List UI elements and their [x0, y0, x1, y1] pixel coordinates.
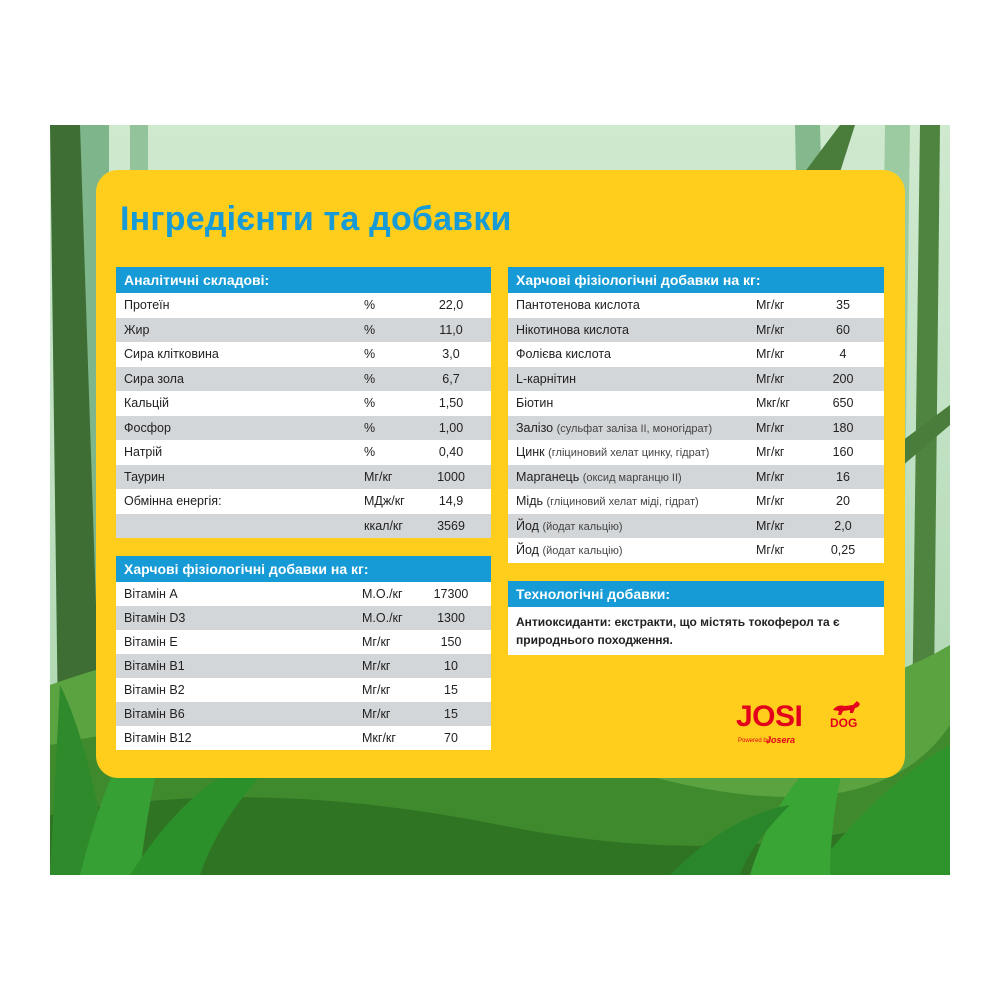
row-value: 11,0 — [439, 322, 463, 337]
row-name — [124, 678, 185, 702]
table-row — [508, 293, 884, 318]
row-name — [124, 465, 165, 490]
table-row — [508, 342, 884, 367]
row-name — [516, 465, 682, 491]
row-value: 200 — [832, 371, 854, 386]
row-note: (гліциновий хелат цинку, гідрат) — [548, 447, 710, 459]
row-unit: М.О./кг — [362, 611, 403, 625]
row-unit: Мкг/кг — [756, 396, 790, 410]
row-unit: М.О./кг — [362, 587, 403, 601]
row-name-text: Йод — [516, 543, 539, 557]
ingredients-card — [96, 170, 905, 778]
row-name-text: Вітамін В12 — [124, 731, 192, 745]
row-unit: Мг/кг — [756, 494, 785, 508]
row-unit: Мкг/кг — [362, 731, 396, 745]
row-value: 150 — [440, 635, 462, 649]
row-value: 0,40 — [438, 445, 464, 459]
row-name-text: Кальцій — [124, 396, 169, 410]
table-row — [508, 440, 884, 465]
table-row — [116, 391, 491, 416]
logo-sub: DOG — [830, 716, 858, 730]
table-row — [116, 678, 491, 702]
row-value: 35 — [836, 298, 850, 312]
page-title: Інгредієнти та добавки — [120, 200, 512, 238]
table-row — [508, 318, 884, 343]
row-unit: Мг/кг — [362, 659, 391, 673]
row-value: 3,0 — [442, 347, 460, 361]
table-row — [508, 465, 884, 490]
row-name — [516, 416, 712, 442]
logo-powered-by: Powered by — [738, 738, 770, 744]
row-name — [124, 318, 149, 343]
table-row — [116, 465, 491, 490]
row-unit: Мг/кг — [756, 298, 785, 312]
row-name-text: Сира клітковина — [124, 347, 219, 361]
row-value: 6,7 — [442, 371, 460, 386]
row-name — [124, 367, 184, 392]
row-name — [516, 489, 699, 515]
row-name — [124, 630, 178, 654]
panel-header: Харчові фізіологічні добавки на кг: — [116, 556, 491, 582]
row-value: 2,0 — [834, 518, 852, 533]
row-name — [124, 391, 169, 416]
row-unit: Мг/кг — [362, 635, 391, 649]
row-name — [124, 606, 185, 630]
vitamin-rows — [116, 582, 491, 750]
row-value: 22,0 — [438, 298, 464, 312]
table-row — [116, 630, 491, 654]
row-name-text: Нікотинова кислота — [516, 322, 629, 337]
row-value: 0,25 — [830, 543, 856, 557]
row-value: 20 — [836, 494, 850, 508]
row-name — [516, 391, 553, 416]
row-name-text: Сира зола — [124, 371, 184, 386]
row-unit: Мг/кг — [756, 469, 785, 484]
row-name-text: Жир — [124, 322, 150, 337]
row-unit: ккал/кг — [364, 518, 403, 533]
row-unit: Мг/кг — [756, 347, 785, 361]
logo-main: JOSI — [736, 700, 803, 733]
table-row — [116, 606, 491, 630]
row-name — [124, 489, 222, 514]
row-name-text: Таурин — [124, 469, 165, 484]
row-name — [516, 293, 640, 318]
row-name-text: Йод — [516, 518, 539, 533]
table-row — [116, 582, 491, 606]
row-value: 14,9 — [438, 494, 464, 508]
table-row — [116, 654, 491, 678]
row-name — [124, 342, 219, 367]
row-value: 160 — [832, 445, 854, 459]
row-value: 1,50 — [438, 396, 464, 410]
row-unit: Мг/кг — [364, 469, 393, 484]
row-name — [124, 416, 171, 441]
row-name-text: Натрій — [124, 445, 163, 459]
row-unit: Мг/кг — [362, 707, 391, 721]
row-name — [516, 538, 623, 564]
row-name — [516, 514, 623, 540]
table-row — [508, 538, 884, 563]
row-name-text: Фосфор — [124, 420, 171, 435]
row-unit: % — [364, 396, 376, 410]
row-name-text: Залізо — [516, 420, 554, 435]
row-unit: % — [364, 322, 376, 337]
row-name-text: Вітамін D3 — [124, 611, 186, 625]
table-row — [508, 416, 884, 441]
row-value: 3569 — [437, 518, 465, 533]
row-name-text: Марганець — [516, 469, 580, 484]
row-unit: Мг/кг — [756, 420, 785, 435]
row-name-text: Вітамін В1 — [124, 659, 185, 673]
row-name-text: Фолієва кислота — [516, 347, 611, 361]
row-name-text: Цинк — [516, 445, 545, 459]
row-value: 16 — [836, 469, 850, 484]
josi-dog-logo — [736, 700, 876, 750]
table-row — [116, 489, 491, 514]
dog-silhouette-icon — [831, 700, 863, 716]
row-unit: МДж/кг — [364, 494, 405, 508]
row-value: 60 — [836, 322, 850, 337]
supplements-panel — [508, 267, 884, 563]
row-value: 70 — [444, 731, 458, 745]
row-note: (йодат кальцію) — [542, 545, 623, 557]
row-note: (гліциновий хелат міді, гідрат) — [546, 496, 699, 508]
row-name — [516, 367, 576, 392]
row-unit: Мг/кг — [756, 543, 785, 557]
table-row — [116, 416, 491, 441]
row-value: 1000 — [437, 469, 465, 484]
row-name — [124, 582, 178, 606]
table-row — [508, 391, 884, 416]
row-unit: % — [364, 445, 376, 459]
row-value: 17300 — [433, 587, 469, 601]
row-value: 15 — [444, 683, 458, 697]
row-value: 1,00 — [438, 420, 464, 435]
row-name — [516, 440, 709, 466]
table-row — [116, 440, 491, 465]
panel-header: Харчові фізіологічні добавки на кг: — [508, 267, 884, 293]
row-name — [124, 726, 192, 750]
row-unit: % — [364, 347, 376, 361]
row-name-text: Вітамін А — [124, 587, 178, 601]
row-name-text: Обмінна енергія: — [124, 494, 222, 508]
row-value: 180 — [832, 420, 854, 435]
row-name-text: Мідь — [516, 494, 543, 508]
row-value: 1300 — [437, 611, 465, 625]
table-row — [116, 514, 491, 539]
vitamins-panel — [116, 556, 491, 750]
row-name-text: Вітамін Е — [124, 635, 178, 649]
row-value: 10 — [444, 659, 458, 673]
row-name-text: Вітамін В2 — [124, 683, 185, 697]
row-name-text: L-карнітин — [516, 371, 577, 386]
row-name — [516, 342, 611, 367]
row-value: 4 — [839, 347, 847, 361]
panel-header: Технологічні добавки: — [508, 581, 884, 607]
table-row — [116, 293, 491, 318]
row-name — [124, 654, 185, 678]
row-unit: Мг/кг — [362, 683, 391, 697]
row-note: (оксид марганцю II) — [582, 471, 682, 484]
row-note: (йодат кальцію) — [542, 520, 623, 533]
table-row — [116, 367, 491, 392]
row-name — [124, 293, 170, 318]
row-name — [516, 318, 629, 343]
analytic-rows — [116, 293, 491, 538]
table-row — [508, 367, 884, 392]
row-name-text: Біотин — [516, 396, 554, 410]
table-row — [116, 726, 491, 750]
row-note: (сульфат заліза II, моногідрат) — [556, 422, 713, 435]
row-name-text: Протеїн — [124, 298, 170, 312]
row-unit: % — [364, 420, 376, 435]
supplement-rows — [508, 293, 884, 563]
technological-panel — [508, 581, 884, 655]
row-unit: Мг/кг — [756, 445, 785, 459]
row-name-text: Пантотенова кислота — [516, 298, 640, 312]
table-row — [116, 318, 491, 343]
table-row — [508, 489, 884, 514]
logo-brand: Josera — [766, 735, 796, 745]
row-unit: Мг/кг — [756, 371, 785, 386]
table-row — [116, 702, 491, 726]
row-name-text: Вітамін В6 — [124, 707, 185, 721]
analytic-panel — [116, 267, 491, 538]
table-row — [508, 514, 884, 539]
panel-header: Аналітичні складові: — [116, 267, 491, 293]
row-unit: Мг/кг — [756, 322, 785, 337]
row-value: 650 — [832, 396, 854, 410]
row-name — [124, 702, 185, 726]
row-value: 15 — [444, 707, 458, 721]
technological-text: Антиоксиданти: екстракти, що містять токоферол та є природнього походження. — [516, 615, 840, 647]
row-unit: Мг/кг — [756, 518, 785, 533]
row-unit: % — [364, 371, 376, 386]
row-unit: % — [364, 298, 376, 312]
table-row — [116, 342, 491, 367]
row-name — [124, 440, 162, 465]
